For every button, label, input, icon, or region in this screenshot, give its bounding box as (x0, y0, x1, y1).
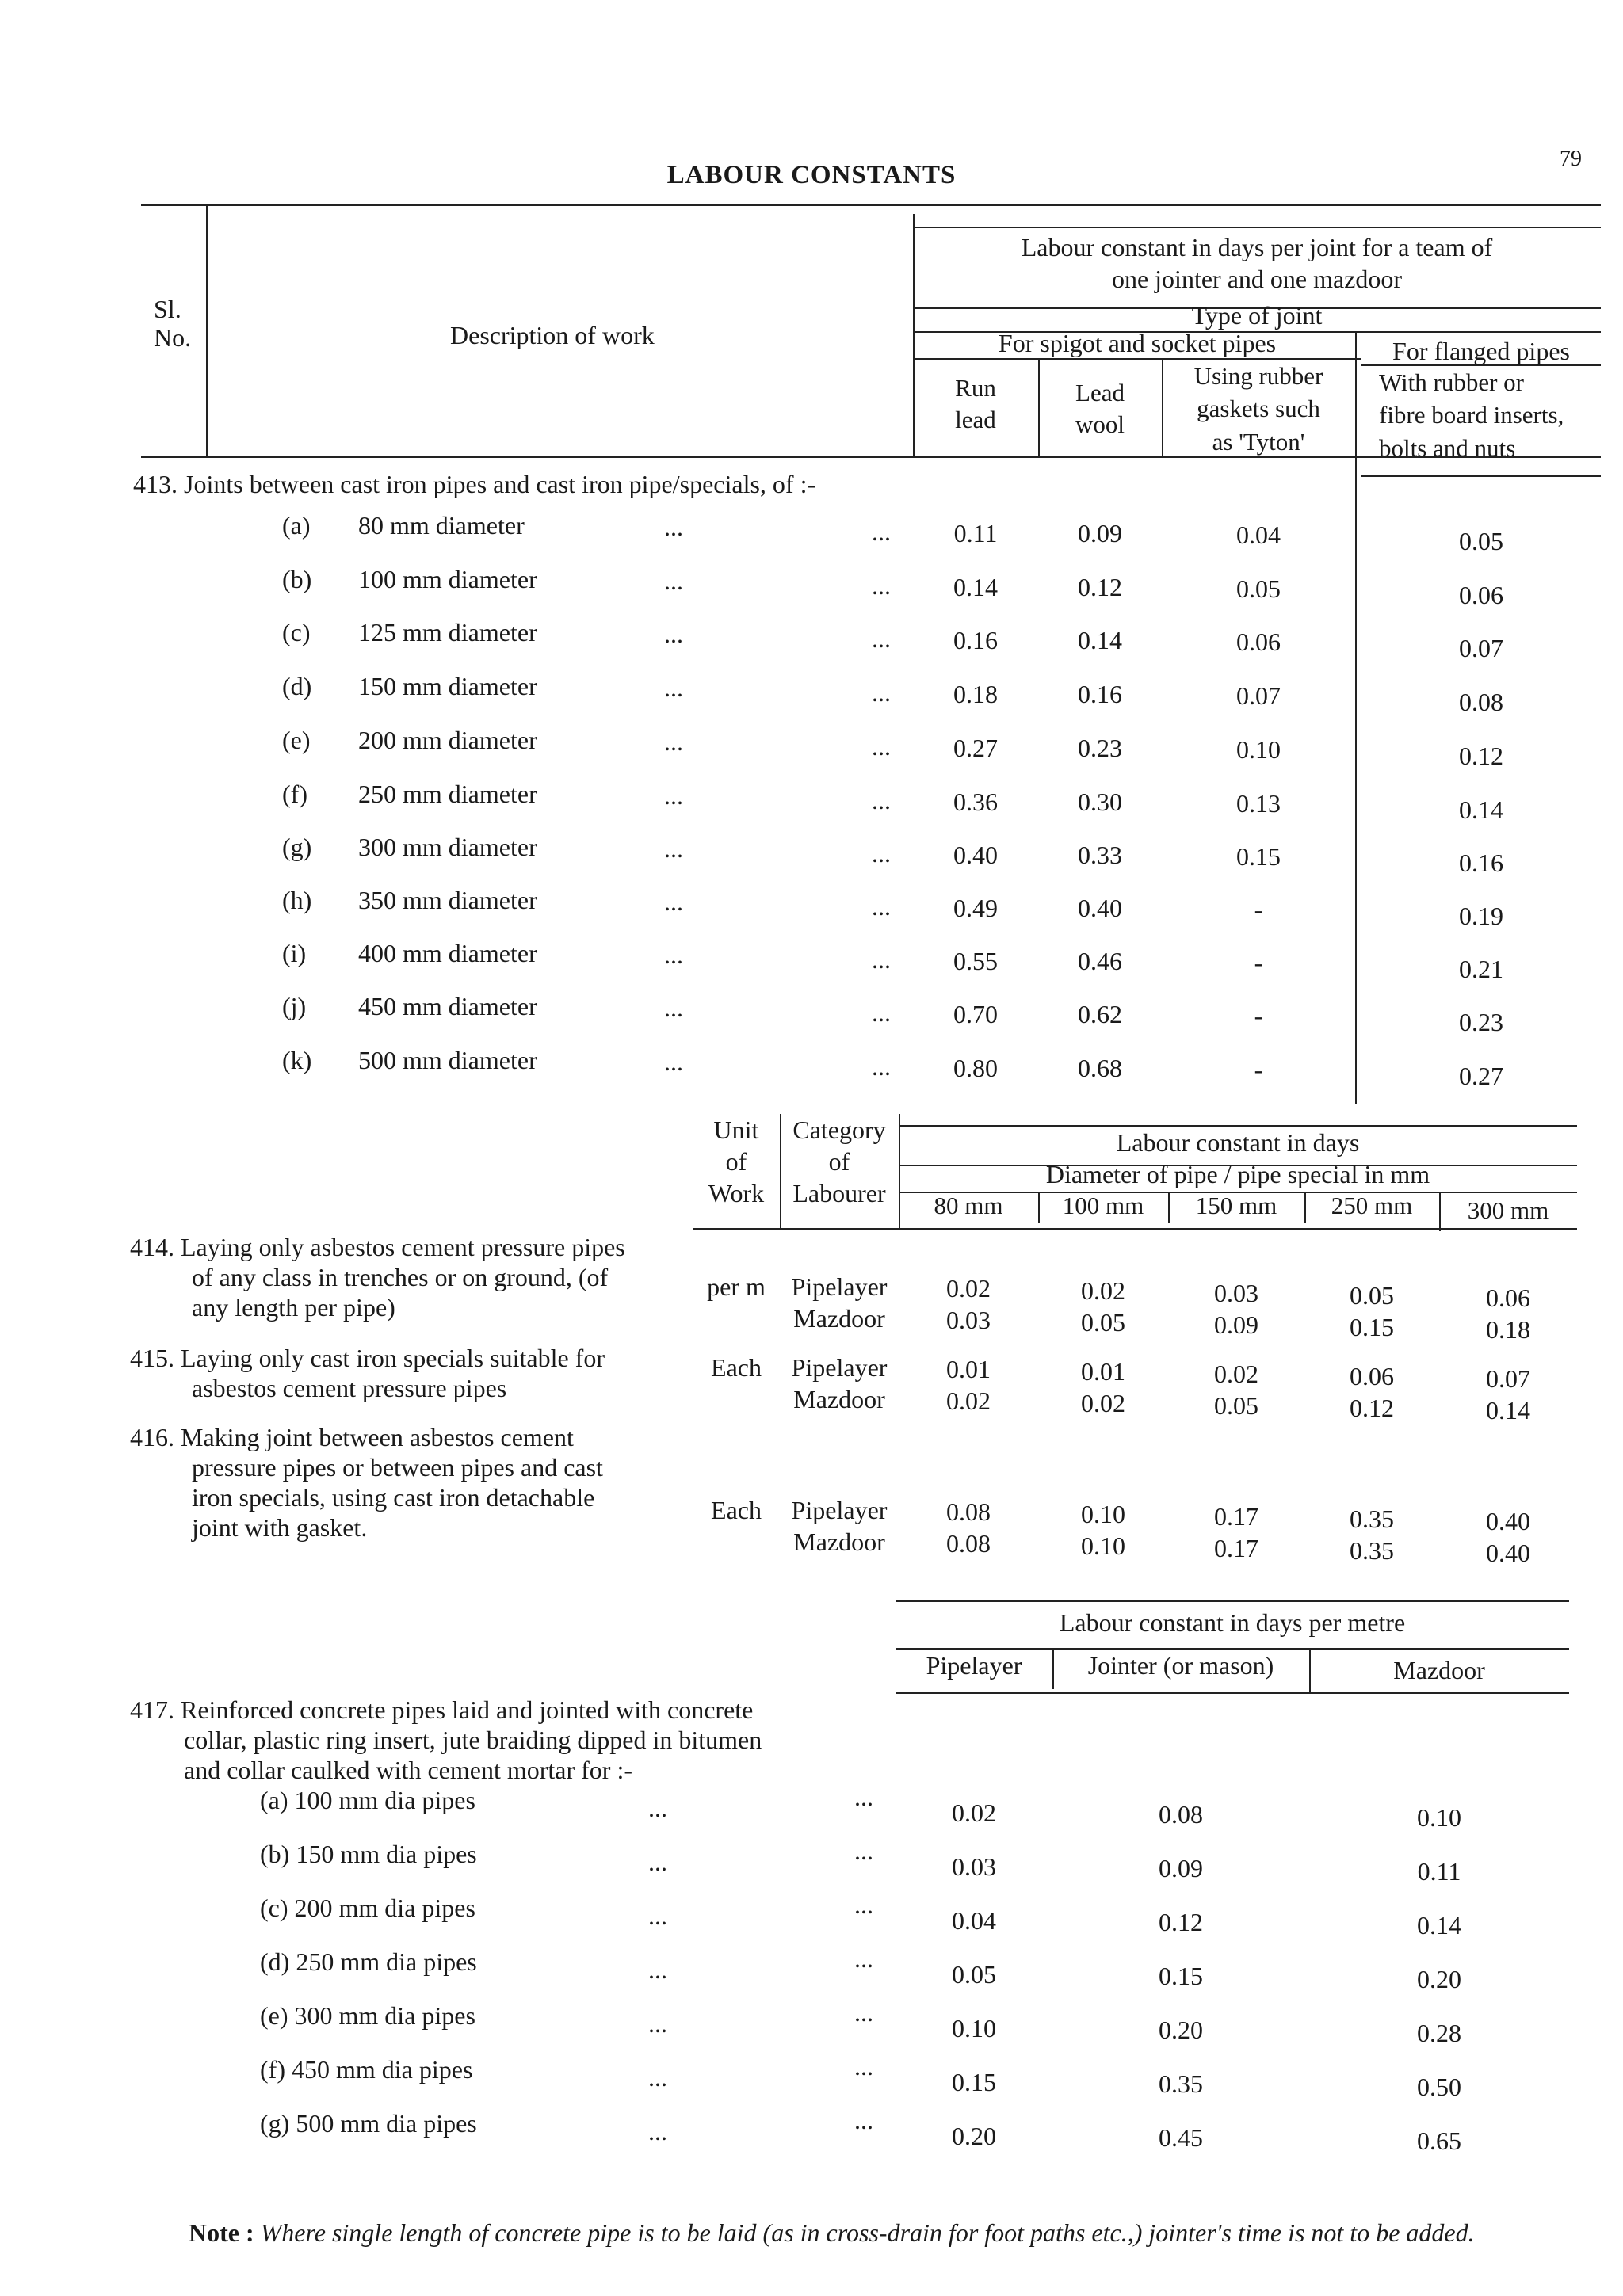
diameter-value: 0.05 (1081, 1308, 1125, 1337)
diameter-value: 0.35 (1350, 1505, 1394, 1533)
leader-dots: ... (648, 2117, 667, 2145)
labourer-category: Pipelayer (791, 1272, 888, 1301)
dia-80-header: 80 mm (934, 1192, 1003, 1219)
diameter-value: 0.18 (1486, 1315, 1530, 1344)
row-description: 350 mm diameter (358, 886, 537, 914)
leader-dots: ... (664, 620, 683, 648)
run-lead-header: lead (955, 406, 996, 433)
row-description: 250 mm diameter (358, 780, 537, 808)
row-description: 450 mm diameter (358, 992, 537, 1020)
diameter-value: 0.35 (1350, 1536, 1394, 1565)
description-header: Description of work (450, 321, 655, 349)
row-label: (f) (282, 780, 307, 808)
leader-dots: ... (648, 1848, 667, 1876)
rubber-gasket-value: - (1254, 948, 1263, 977)
row-label: (j) (282, 992, 307, 1020)
leader-dots: ... (872, 786, 891, 814)
lc-header-line1: Labour constant in days per joint for a team of (1021, 233, 1493, 261)
rule (896, 1692, 1569, 1694)
leader-dots: ... (854, 1944, 873, 1973)
unit-header: of (725, 1147, 747, 1176)
diameter-value: 0.10 (1081, 1500, 1125, 1528)
diameter-value: 0.12 (1350, 1394, 1394, 1422)
leader-dots: ... (872, 998, 891, 1027)
page-number: 79 (1560, 147, 1582, 171)
note-label: Note : (189, 2218, 254, 2247)
pipelayer-value: 0.05 (952, 1960, 996, 1989)
item-description-line: asbestos cement pressure pipes (192, 1374, 507, 1402)
leader-dots: ... (872, 517, 891, 546)
row-description: (c) 200 mm dia pipes (260, 1894, 475, 1922)
mazdoor-value: 0.14 (1417, 1911, 1461, 1939)
lead-wool-value: 0.68 (1078, 1054, 1122, 1082)
leader-dots: ... (664, 1047, 683, 1076)
lead-wool-value: 0.46 (1078, 947, 1122, 975)
leader-dots: ... (872, 732, 891, 761)
lead-wool-value: 0.12 (1078, 573, 1122, 601)
row-description: (b) 150 mm dia pipes (260, 1840, 477, 1868)
run-lead-value: 0.55 (953, 947, 998, 975)
leader-dots: ... (648, 1955, 667, 1984)
spigot-header: For spigot and socket pipes (998, 329, 1277, 357)
leader-dots: ... (854, 1783, 873, 1811)
diameter-value: 0.02 (946, 1386, 991, 1415)
type-of-joint-header: Type of joint (1191, 301, 1323, 330)
unit-of-work: per m (707, 1272, 766, 1301)
leader-dots: ... (854, 1836, 873, 1865)
lead-wool-value: 0.09 (1078, 519, 1122, 547)
leader-dots: ... (872, 571, 891, 600)
leader-dots: ... (664, 727, 683, 756)
row-description: 500 mm diameter (358, 1046, 537, 1074)
row-description: (f) 450 mm dia pipes (260, 2055, 473, 2084)
rubber-gasket-header: as 'Tyton' (1212, 428, 1305, 456)
item-description-line: and collar caulked with cement mortar for :- (184, 1756, 632, 1784)
diameter-value: 0.08 (946, 1497, 991, 1526)
flanged-subheader: bolts and nuts (1379, 434, 1516, 462)
run-lead-value: 0.11 (953, 519, 998, 547)
row-description: 300 mm diameter (358, 833, 537, 861)
run-lead-value: 0.14 (953, 573, 998, 601)
pipelayer-value: 0.15 (952, 2068, 996, 2096)
diameter-value: 0.01 (946, 1355, 991, 1383)
leader-dots: ... (872, 678, 891, 707)
run-lead-header: Run (955, 374, 996, 402)
diameter-value: 0.07 (1486, 1364, 1530, 1393)
flanged-value: 0.19 (1459, 902, 1503, 930)
rule (141, 204, 1601, 206)
rubber-gasket-header: gaskets such (1197, 395, 1320, 422)
leader-dots: ... (648, 1901, 667, 1930)
leader-dots: ... (872, 945, 891, 974)
lead-wool-header: Lead (1075, 379, 1125, 406)
lc-per-metre-header: Labour constant in days per metre (1059, 1608, 1406, 1637)
labourer-category: Pipelayer (791, 1496, 888, 1524)
row-label: (e) (282, 726, 311, 754)
rubber-gasket-value: 0.06 (1236, 627, 1281, 656)
diameter-header: Diameter of pipe / pipe special in mm (1045, 1160, 1430, 1188)
rule (693, 1228, 1577, 1230)
rule (1038, 358, 1040, 456)
flanged-value: 0.05 (1459, 527, 1503, 555)
rubber-gasket-value: - (1254, 1055, 1263, 1084)
rule (913, 358, 1361, 360)
pipelayer-header: Pipelayer (926, 1651, 1022, 1680)
dia-300-header: 300 mm (1467, 1196, 1549, 1224)
rule (913, 227, 1601, 228)
leader-dots: ... (664, 887, 683, 916)
run-lead-value: 0.49 (953, 894, 998, 922)
unit-header: Unit (713, 1116, 759, 1144)
row-label: (k) (282, 1046, 312, 1074)
flanged-value: 0.21 (1459, 955, 1503, 983)
flanged-value: 0.06 (1459, 581, 1503, 609)
flanged-value: 0.16 (1459, 849, 1503, 877)
row-label: (i) (282, 939, 307, 967)
row-label: (g) (282, 833, 312, 861)
no-header: No. (154, 323, 192, 352)
mazdoor-value: 0.11 (1417, 1857, 1461, 1886)
rubber-gasket-value: 0.05 (1236, 574, 1281, 603)
row-description: 400 mm diameter (358, 939, 537, 967)
rule (1355, 331, 1357, 1104)
row-description: 125 mm diameter (358, 618, 537, 646)
leader-dots: ... (664, 566, 683, 595)
pipelayer-value: 0.04 (952, 1906, 996, 1935)
leader-dots: ... (854, 1998, 873, 2027)
flanged-value: 0.27 (1459, 1062, 1503, 1090)
rubber-gasket-value: - (1254, 895, 1263, 924)
row-label: (c) (282, 618, 311, 646)
item-description-line: 415. Laying only cast iron specials suitable for (130, 1344, 605, 1372)
leader-dots: ... (872, 624, 891, 653)
diameter-value: 0.40 (1486, 1507, 1530, 1535)
mazdoor-value: 0.10 (1417, 1803, 1461, 1832)
diameter-value: 0.02 (1081, 1276, 1125, 1305)
lead-wool-value: 0.33 (1078, 841, 1122, 869)
leader-dots: ... (872, 892, 891, 921)
dia-100-header: 100 mm (1062, 1192, 1144, 1219)
row-description: (a) 100 mm dia pipes (260, 1786, 475, 1814)
mazdoor-value: 0.50 (1417, 2073, 1461, 2101)
diameter-value: 0.14 (1486, 1396, 1530, 1425)
sl-header: Sl. (154, 295, 181, 323)
flanged-subheader: With rubber or (1379, 368, 1524, 396)
run-lead-value: 0.80 (953, 1054, 998, 1082)
diameter-value: 0.10 (1081, 1531, 1125, 1560)
rubber-gasket-value: 0.15 (1236, 842, 1281, 871)
labourer-category: Mazdoor (793, 1304, 885, 1333)
leader-dots: ... (648, 1794, 667, 1822)
rule (206, 204, 208, 456)
item-description-line: joint with gasket. (192, 1513, 368, 1542)
item-description-line: iron specials, using cast iron detachable (192, 1483, 595, 1512)
rubber-gasket-header: Using rubber (1193, 362, 1323, 390)
leader-dots: ... (854, 1890, 873, 1919)
row-label: (a) (282, 511, 311, 540)
diameter-value: 0.08 (946, 1529, 991, 1558)
item-description-line: any length per pipe) (192, 1293, 395, 1322)
mazdoor-header: Mazdoor (1393, 1656, 1485, 1684)
leader-dots: ... (872, 839, 891, 868)
diameter-value: 0.05 (1350, 1281, 1394, 1310)
flanged-value: 0.07 (1459, 634, 1503, 662)
item-description-line: 414. Laying only asbestos cement pressure pipes (130, 1233, 625, 1261)
diameter-value: 0.06 (1486, 1283, 1530, 1312)
leader-dots: ... (648, 2009, 667, 2038)
jointer-header: Jointer (or mason) (1087, 1651, 1274, 1680)
rule (899, 1125, 1577, 1127)
leader-dots: ... (664, 513, 683, 541)
row-description: 100 mm diameter (358, 565, 537, 593)
flanged-value: 0.12 (1459, 742, 1503, 770)
row-label: (b) (282, 565, 312, 593)
diameter-value: 0.17 (1214, 1534, 1258, 1562)
flanged-value: 0.08 (1459, 688, 1503, 716)
mazdoor-value: 0.65 (1417, 2126, 1461, 2155)
row-description: (d) 250 mm dia pipes (260, 1947, 477, 1976)
jointer-value: 0.08 (1159, 1800, 1203, 1829)
leader-dots: ... (664, 940, 683, 969)
jointer-value: 0.45 (1159, 2123, 1203, 2152)
run-lead-value: 0.27 (953, 734, 998, 762)
diameter-value: 0.06 (1350, 1362, 1394, 1390)
diameter-value: 0.02 (1081, 1389, 1125, 1417)
leader-dots: ... (664, 834, 683, 863)
mazdoor-value: 0.20 (1417, 1965, 1461, 1993)
mazdoor-value: 0.28 (1417, 2019, 1461, 2047)
item-description-line: 416. Making joint between asbestos cement (130, 1423, 574, 1451)
run-lead-value: 0.40 (953, 841, 998, 869)
unit-of-work: Each (711, 1496, 762, 1524)
diameter-value: 0.02 (946, 1274, 991, 1302)
unit-of-work: Each (711, 1353, 762, 1382)
leader-dots: ... (664, 994, 683, 1022)
lc-days-header: Labour constant in days (1116, 1128, 1360, 1157)
lc-header-line2: one jointer and one mazdoor (1111, 265, 1403, 293)
pipelayer-value: 0.02 (952, 1798, 996, 1827)
jointer-value: 0.35 (1159, 2069, 1203, 2098)
lead-wool-value: 0.40 (1078, 894, 1122, 922)
item-description-line: 417. Reinforced concrete pipes laid and jointed with concrete (130, 1695, 754, 1724)
pipelayer-value: 0.03 (952, 1852, 996, 1881)
leader-dots: ... (854, 2052, 873, 2081)
row-description: 80 mm diameter (358, 511, 525, 540)
note-text: Where single length of concrete pipe is to be laid (as in cross-drain for foot paths etc.,) jointer's time is not to be added. (260, 2218, 1475, 2247)
item-413-title: 413. Joints between cast iron pipes and cast iron pipe/specials, of :- (133, 470, 816, 498)
jointer-value: 0.09 (1159, 1854, 1203, 1882)
flanged-value: 0.23 (1459, 1008, 1503, 1036)
labourer-category: Mazdoor (793, 1385, 885, 1413)
diameter-value: 0.09 (1214, 1310, 1258, 1339)
jointer-value: 0.20 (1159, 2016, 1203, 2044)
pipelayer-value: 0.20 (952, 2122, 996, 2150)
lead-wool-value: 0.16 (1078, 680, 1122, 708)
dia-150-header: 150 mm (1195, 1192, 1277, 1219)
item-description-line: of any class in trenches or on ground, (of (192, 1263, 609, 1291)
lead-wool-value: 0.14 (1078, 626, 1122, 654)
labourer-category: Mazdoor (793, 1527, 885, 1556)
run-lead-value: 0.70 (953, 1000, 998, 1028)
labourer-category: Pipelayer (791, 1353, 888, 1382)
run-lead-value: 0.16 (953, 626, 998, 654)
lead-wool-header: wool (1075, 410, 1125, 438)
leader-dots: ... (648, 2063, 667, 2092)
diameter-value: 0.01 (1081, 1357, 1125, 1386)
diameter-value: 0.40 (1486, 1539, 1530, 1567)
pipelayer-value: 0.10 (952, 2014, 996, 2042)
rule (1361, 475, 1601, 477)
lead-wool-value: 0.62 (1078, 1000, 1122, 1028)
category-header: Category (792, 1116, 886, 1144)
jointer-value: 0.15 (1159, 1962, 1203, 1990)
leader-dots: ... (872, 1052, 891, 1081)
flanged-header: For flanged pipes (1392, 337, 1570, 365)
rule (896, 1600, 1569, 1602)
run-lead-value: 0.18 (953, 680, 998, 708)
run-lead-value: 0.36 (953, 788, 998, 816)
page-title: LABOUR CONSTANTS (666, 161, 957, 189)
item-description-line: pressure pipes or between pipes and cast (192, 1453, 603, 1482)
rubber-gasket-value: - (1254, 1001, 1263, 1030)
category-header: of (828, 1147, 850, 1176)
lead-wool-value: 0.23 (1078, 734, 1122, 762)
dia-250-header: 250 mm (1331, 1192, 1413, 1219)
rule (896, 1648, 1569, 1650)
item-description-line: collar, plastic ring insert, jute braiding dipped in bitumen (184, 1726, 762, 1754)
rubber-gasket-value: 0.10 (1236, 735, 1281, 764)
flanged-value: 0.14 (1459, 795, 1503, 824)
rubber-gasket-value: 0.07 (1236, 681, 1281, 710)
diameter-value: 0.03 (946, 1306, 991, 1334)
leader-dots: ... (854, 2106, 873, 2134)
lead-wool-value: 0.30 (1078, 788, 1122, 816)
leader-dots: ... (664, 781, 683, 810)
footnote (189, 2218, 1475, 2248)
diameter-value: 0.17 (1214, 1502, 1258, 1531)
diameter-value: 0.02 (1214, 1360, 1258, 1388)
rubber-gasket-value: 0.04 (1236, 521, 1281, 549)
row-label: (h) (282, 886, 312, 914)
leader-dots: ... (664, 673, 683, 702)
unit-header: Work (708, 1179, 765, 1207)
row-description: 200 mm diameter (358, 726, 537, 754)
rubber-gasket-value: 0.13 (1236, 789, 1281, 818)
row-description: (g) 500 mm dia pipes (260, 2109, 477, 2138)
row-description: 150 mm diameter (358, 672, 537, 700)
jointer-value: 0.12 (1159, 1908, 1203, 1936)
diameter-value: 0.15 (1350, 1313, 1394, 1341)
row-label: (d) (282, 672, 312, 700)
flanged-subheader: fibre board inserts, (1379, 401, 1564, 429)
row-description: (e) 300 mm dia pipes (260, 2001, 475, 2030)
diameter-value: 0.03 (1214, 1279, 1258, 1307)
category-header: Labourer (792, 1179, 886, 1207)
diameter-value: 0.05 (1214, 1391, 1258, 1420)
